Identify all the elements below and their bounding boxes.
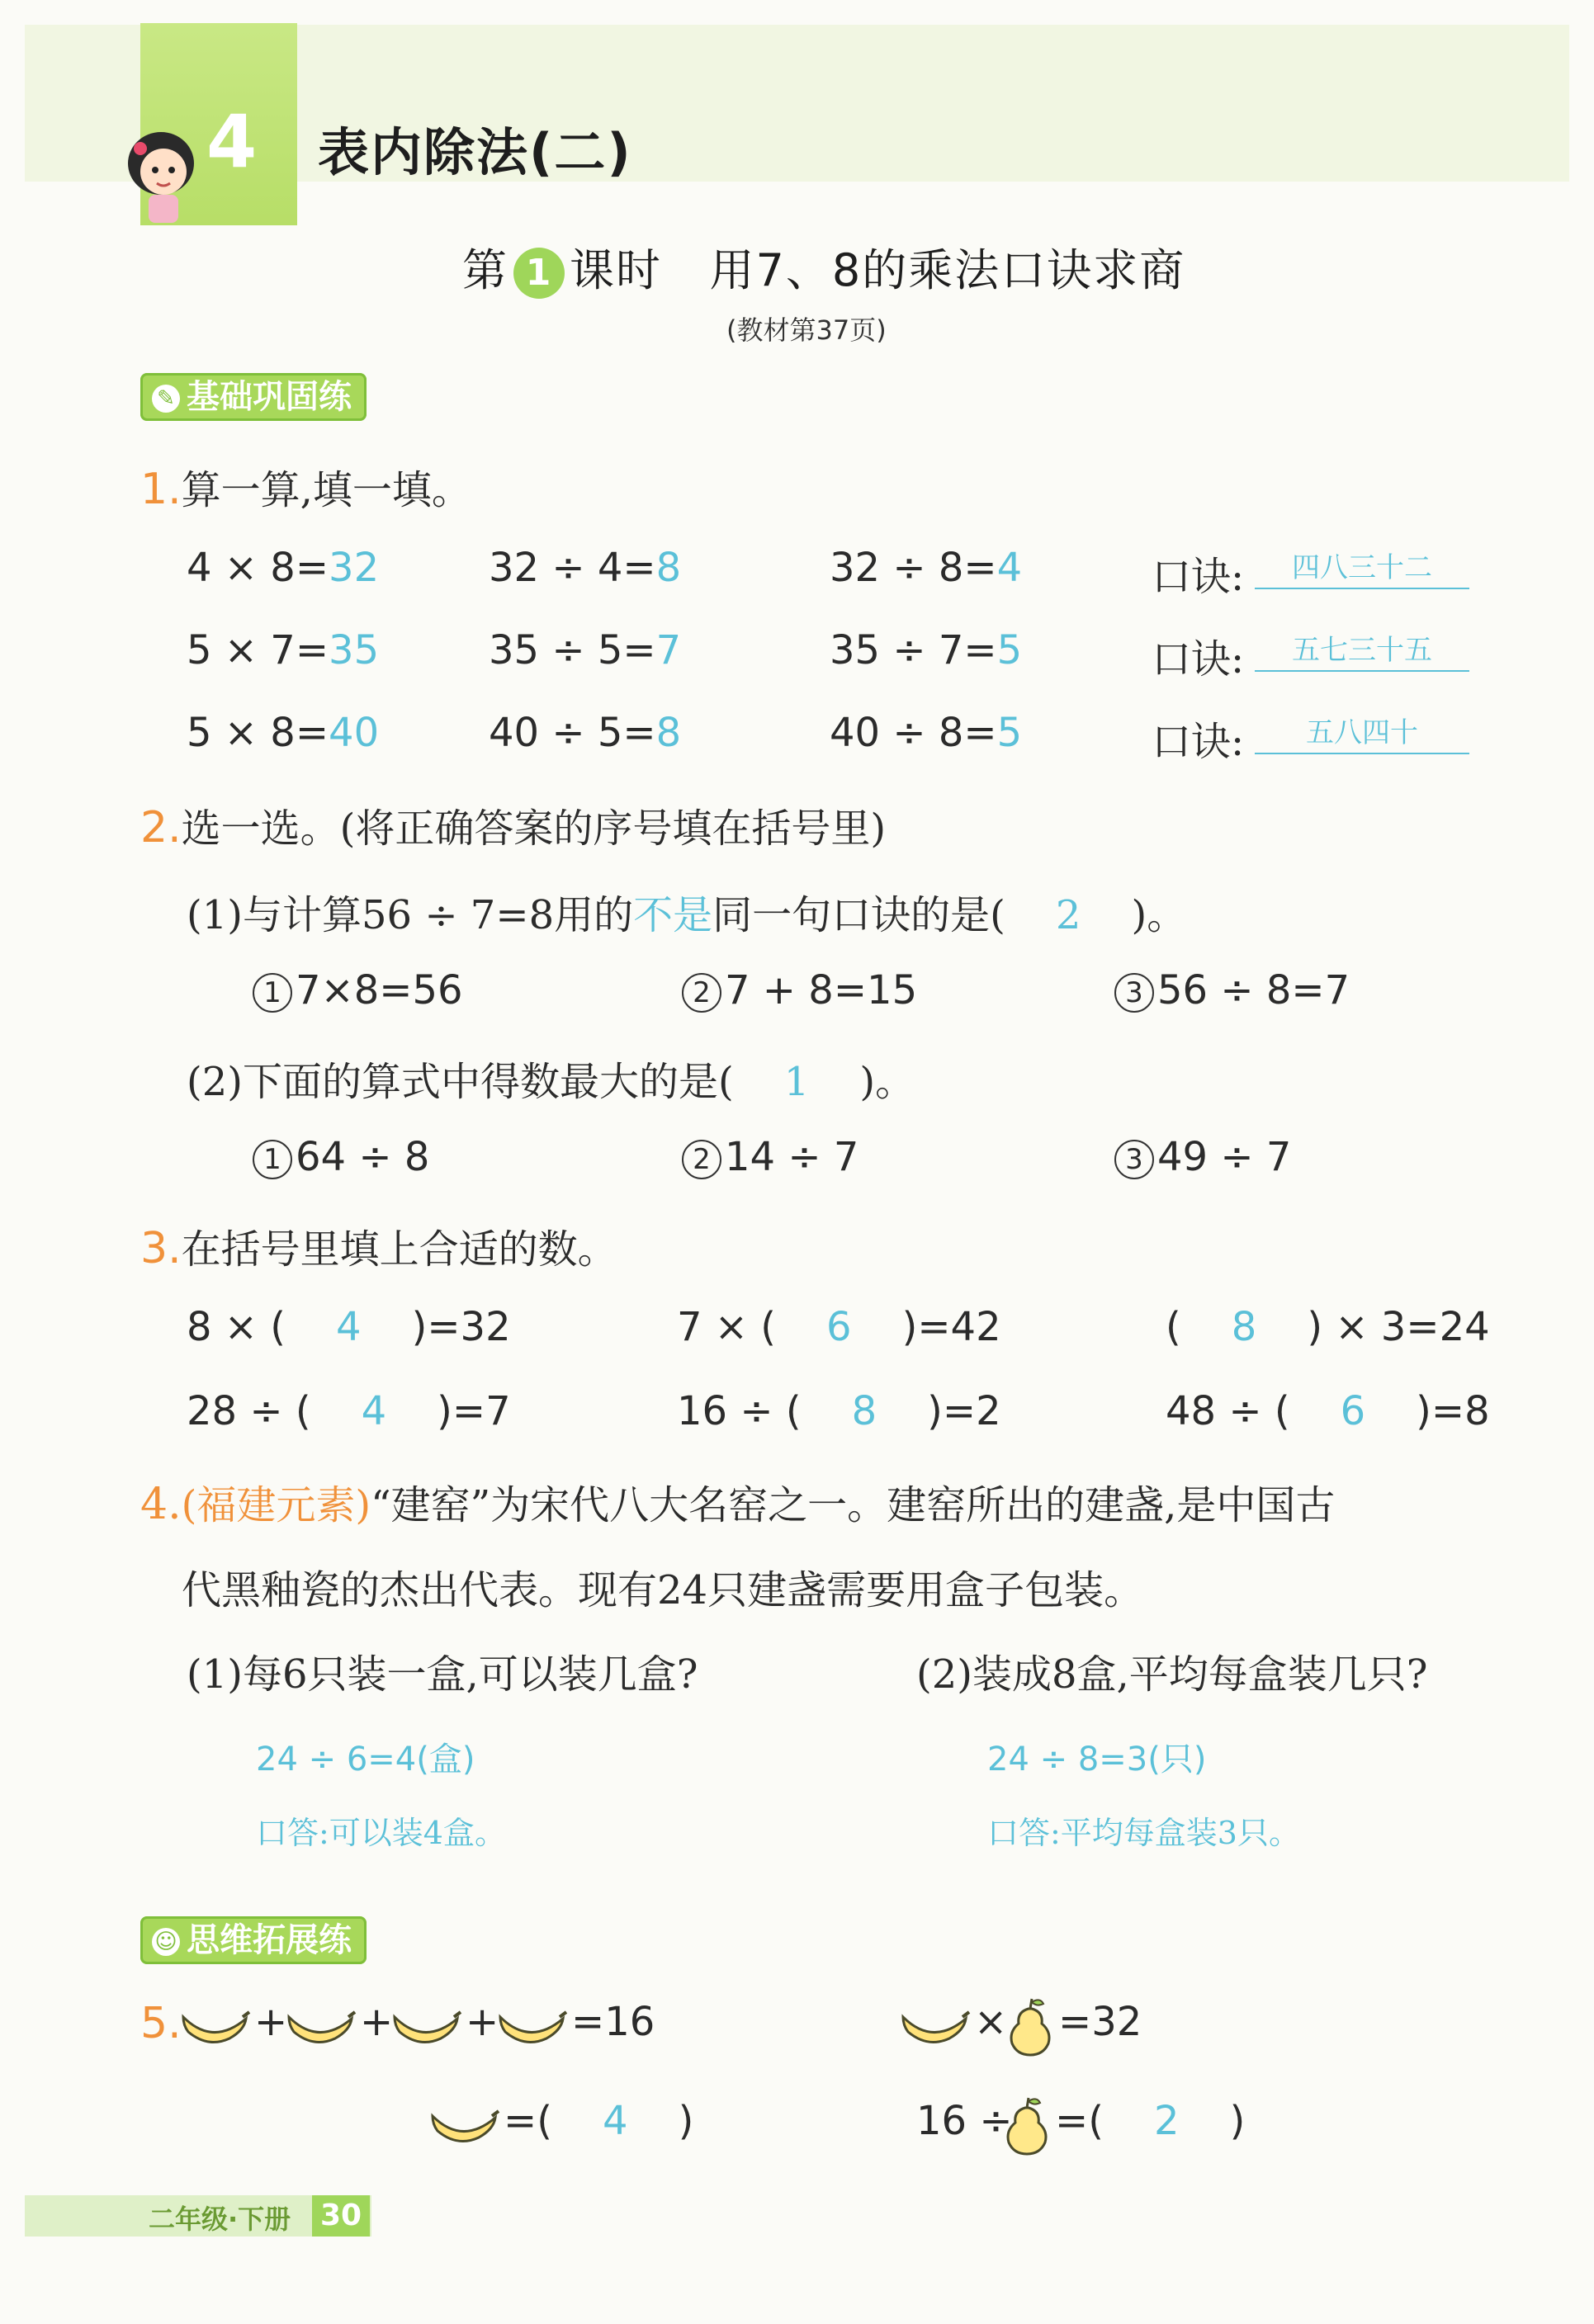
q1-expr: 35 ÷ 7=5 — [830, 627, 1023, 673]
q1-expr: 40 ÷ 8=5 — [830, 710, 1023, 756]
equation-result: =16 — [571, 1999, 655, 2045]
equation-result: =32 — [1058, 1999, 1142, 2045]
lesson-name: 用7、8的乘法口诀求商 — [709, 244, 1186, 296]
section-extend-tag — [140, 1916, 367, 1964]
q1-expr: 32 ÷ 8=4 — [830, 545, 1023, 591]
girl-mascot-icon — [116, 124, 206, 231]
answer: 35 — [329, 627, 380, 673]
answer: 4 — [996, 545, 1023, 591]
region-tag: (福建元素) — [181, 1482, 371, 1528]
answer: 7 — [655, 627, 682, 673]
answer: 32 — [329, 545, 380, 591]
answer: 8 — [655, 710, 682, 756]
fill-blank: 28 ÷ ( 4 )=7 — [187, 1388, 511, 1434]
answer: 6 — [1340, 1388, 1366, 1434]
answer: 8 — [1231, 1304, 1257, 1350]
jue-label: 口诀: — [1152, 719, 1245, 765]
option: 3 49 ÷ 7 — [1114, 1134, 1291, 1180]
question-number: 1. — [140, 465, 182, 514]
q4-answer-2: 口答:平均每盒装3只。 — [987, 1815, 1300, 1851]
answer: 8 — [655, 545, 682, 591]
answer: 4 — [361, 1388, 387, 1434]
question-2-title — [140, 796, 886, 853]
question-1-title — [140, 458, 471, 515]
section-extend-label: 思维拓展练 — [187, 1921, 352, 1959]
question-4-line-1: 4.(福建元素)“建窑”为宋代八大名窑之一。建窑所出的建盏,是中国古 — [140, 1480, 1336, 1529]
answer: 4 — [602, 2098, 628, 2144]
jue-answer: 四八三十二 — [1255, 545, 1469, 589]
question-4-line-2: 代黑釉瓷的杰出代表。现有24只建盏需要用盒子包装。 — [182, 1567, 1144, 1613]
answer: 40 — [329, 710, 380, 756]
emphasis-text: 不是 — [633, 892, 713, 938]
plus-sign: + — [360, 1999, 394, 2045]
fill-blank: 8 × ( 4 )=32 — [187, 1304, 511, 1350]
q1-expr: 4 × 8=32 — [187, 545, 380, 591]
page-number: 30 — [312, 2195, 370, 2237]
banana-icon — [900, 2007, 974, 2053]
times-sign: × — [974, 1999, 1008, 2045]
banana-icon — [180, 2007, 254, 2053]
question-3-title — [140, 1217, 617, 1274]
thinking-icon: ☺ — [152, 1928, 180, 1956]
fill-blank: 48 ÷ ( 6 )=8 — [1166, 1388, 1490, 1434]
question-number: 5. — [140, 1999, 182, 2048]
q4-part-1: (1)每6只装一盒,可以装几盒? — [187, 1651, 698, 1698]
option: 2 7 + 8=15 — [682, 967, 917, 1013]
answer: 2 — [1153, 2098, 1180, 2144]
q2-part-1: (1)与计算56 ÷ 7=8用的不是同一句口诀的是( 2 )。 — [187, 892, 1187, 938]
textbook-reference: (教材第37页) — [726, 314, 887, 346]
pear-answer: =( 2 ) — [1055, 2098, 1246, 2144]
jue-answer: 五七三十五 — [1255, 627, 1469, 672]
answer: 1 — [783, 1059, 810, 1105]
lesson-index-badge: 1 — [513, 248, 565, 299]
banana-icon — [497, 2007, 571, 2053]
fill-blank: 16 ÷ ( 8 )=2 — [677, 1388, 1001, 1434]
pear-icon — [1004, 1996, 1057, 2058]
pear-icon — [1000, 2095, 1053, 2157]
answer: 6 — [826, 1304, 852, 1350]
lesson-prefix: 第 — [462, 244, 508, 296]
plus-sign: + — [254, 1999, 288, 2045]
question-text: 算一算,填一填。 — [181, 467, 471, 513]
chapter-number: 4 — [206, 99, 258, 184]
plus-sign: + — [466, 1999, 499, 2045]
banana-answer: =( 4 ) — [504, 2098, 694, 2144]
answer: 2 — [1055, 892, 1081, 938]
pear-prefix: 16 ÷ — [916, 2098, 1013, 2144]
question-text: 在括号里填上合适的数。 — [181, 1226, 617, 1273]
chapter-title: 表内除法(二) — [318, 122, 632, 182]
lesson-suffix: 课时 — [570, 244, 662, 296]
option: 1 64 ÷ 8 — [253, 1134, 429, 1180]
fill-blank: 7 × ( 6 )=42 — [677, 1304, 1001, 1350]
q4-calc-1: 24 ÷ 6=4(盒) — [256, 1741, 475, 1778]
q4-calc-2: 24 ÷ 8=3(只) — [987, 1741, 1207, 1778]
answer: 4 — [336, 1304, 362, 1350]
q1-expr: 32 ÷ 4=8 — [489, 545, 682, 591]
pencil-icon: ✎ — [152, 385, 180, 413]
question-number: 4. — [140, 1480, 182, 1529]
q2-part-2: (2)下面的算式中得数最大的是( 1 )。 — [187, 1059, 915, 1105]
banana-icon — [286, 2007, 360, 2053]
section-basic-tag — [140, 373, 367, 421]
option: 1 7×8=56 — [253, 967, 463, 1013]
q4-answer-1: 口答:可以装4盒。 — [256, 1815, 506, 1851]
jue-answer: 五八四十 — [1255, 710, 1469, 754]
question-number: 3. — [140, 1224, 182, 1273]
q1-expr: 5 × 7=35 — [187, 627, 380, 673]
question-text: 选一选。(将正确答案的序号填在括号里) — [181, 805, 887, 852]
answer: 5 — [996, 627, 1023, 673]
q1-expr: 5 × 8=40 — [187, 710, 380, 756]
answer: 5 — [996, 710, 1023, 756]
option: 2 14 ÷ 7 — [682, 1134, 858, 1180]
grade-label: 二年级·下册 — [149, 2204, 291, 2235]
jue-label: 口诀: — [1152, 636, 1245, 683]
answer: 8 — [851, 1388, 877, 1434]
banana-icon — [429, 2106, 504, 2152]
q4-part-2: (2)装成8盒,平均每盒装几只? — [916, 1651, 1428, 1698]
option: 3 56 ÷ 8=7 — [1114, 967, 1350, 1013]
jue-label: 口诀: — [1152, 554, 1245, 600]
banana-icon — [391, 2007, 466, 2053]
lesson-title — [462, 235, 1185, 299]
q1-expr: 35 ÷ 5=7 — [489, 627, 682, 673]
q1-expr: 40 ÷ 5=8 — [489, 710, 682, 756]
section-basic-label: 基础巩固练 — [187, 378, 352, 416]
question-number: 2. — [140, 803, 182, 853]
fill-blank: ( 8 ) × 3=24 — [1166, 1304, 1490, 1350]
